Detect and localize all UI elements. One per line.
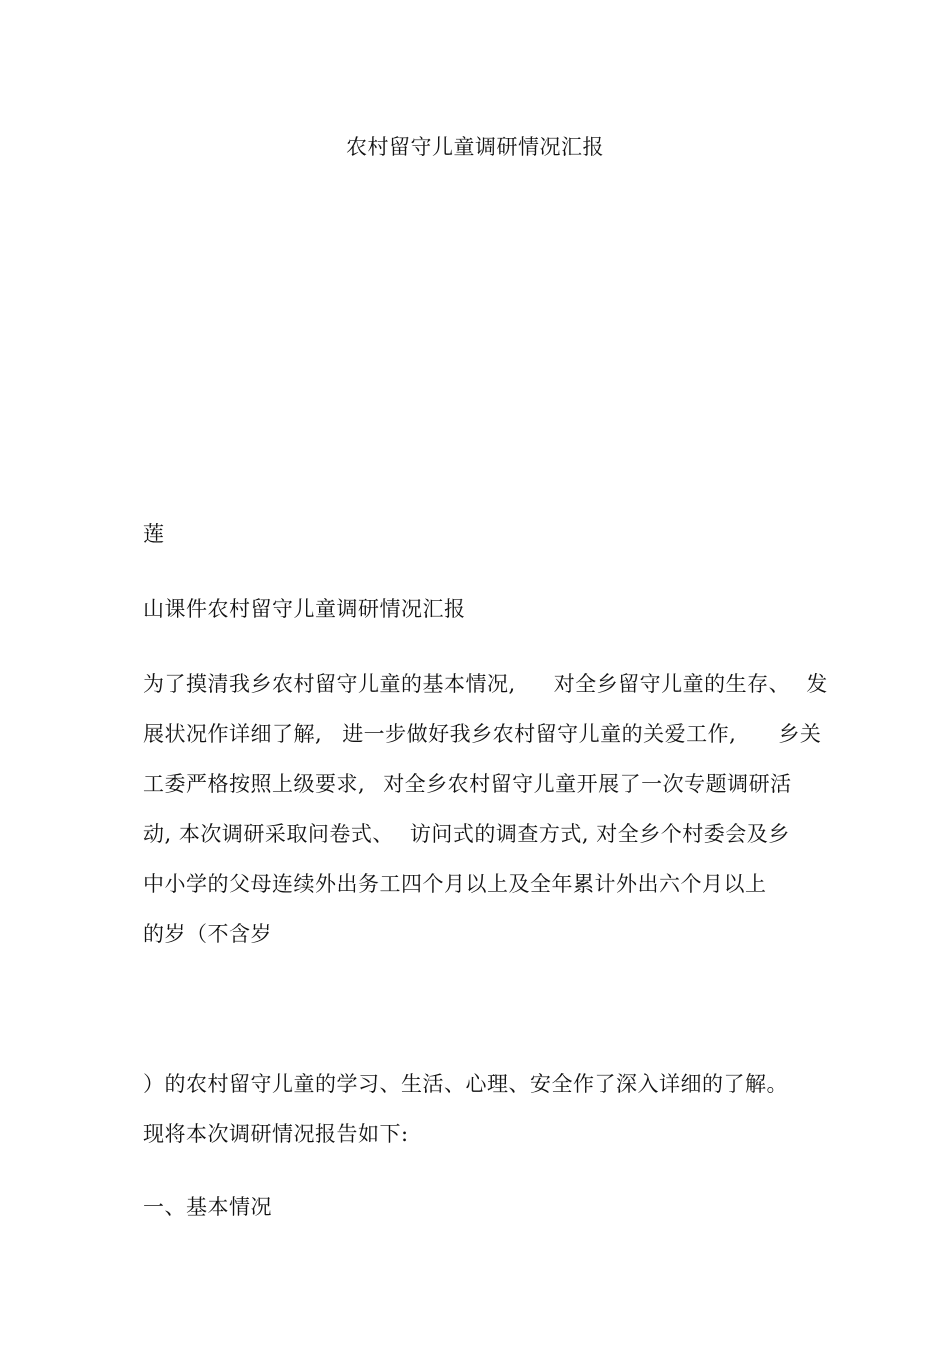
paragraph1-line-1 [143, 672, 828, 696]
subtitle: 山课件农村留守儿童调研情况汇报 [143, 597, 466, 621]
text-segment: 乡关 [778, 722, 822, 746]
text-segment: 对全乡留守儿童的生存、 [553, 672, 791, 696]
paragraph1-line-6 [143, 922, 272, 946]
paragraph1-line-3 [143, 772, 792, 796]
heading-char: 莲 [143, 522, 165, 546]
paragraph2-line-2: 现将本次调研情况报告如下: [143, 1122, 409, 1146]
text-segment: 中小学的父母连续外出务工四个月以上及全年累计外出六个月以上 [143, 872, 767, 896]
paragraph1-line-5 [143, 872, 767, 896]
text-segment: 的岁（不含岁 [143, 922, 272, 946]
text-segment: 展状况作详细了解, [143, 722, 323, 746]
text-segment: 工委严格按照上级要求, [143, 772, 366, 796]
text-segment: 发 [806, 672, 828, 696]
text-segment: 动, 本次调研采取问卷式、 [143, 822, 394, 846]
paragraph2-line-1: ）的农村留守儿童的学习、生活、心理、安全作了深入详细的了解。 [143, 1072, 788, 1096]
text-segment: 为了摸清我乡农村留守儿童的基本情况, [143, 672, 516, 696]
document-title: 农村留守儿童调研情况汇报 [346, 135, 604, 159]
section-heading-1: 一、基本情况 [143, 1195, 272, 1219]
text-segment: 进一步做好我乡农村留守儿童的关爱工作, [342, 722, 737, 746]
paragraph1-line-4 [143, 822, 790, 846]
text-segment: 访问式的调查方式, 对全乡个村委会及乡 [409, 822, 790, 846]
text-segment: 对全乡农村留守儿童开展了一次专题调研活 [383, 772, 792, 796]
paragraph1-line-2 [143, 722, 821, 746]
